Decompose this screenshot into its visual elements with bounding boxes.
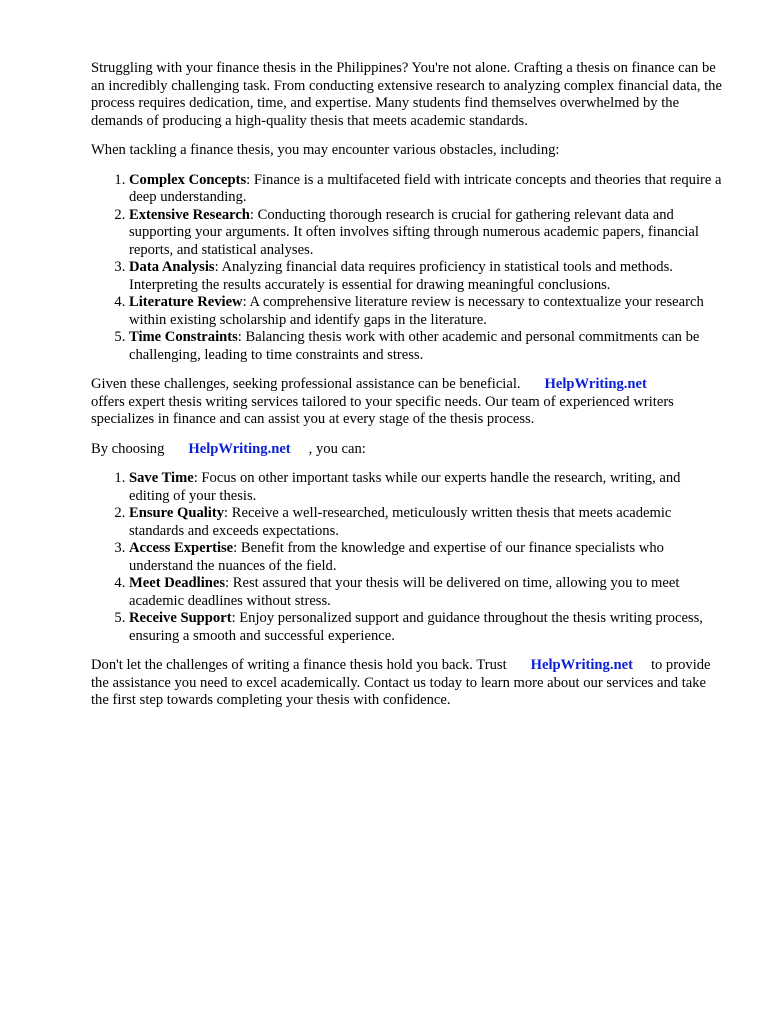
list-item (129, 207, 723, 260)
list-item-text: : Balancing thesis work with other academic and personal commitments can be challenging, leading to time constraints and stress. (129, 329, 700, 363)
list-item-text: : Benefit from the knowledge and expertise of our finance specialists who understand the nuances of the field. (129, 540, 664, 574)
list-item (129, 505, 723, 540)
list-item-term: Save Time (129, 470, 194, 486)
list-item-text: : A comprehensive literature review is necessary to contextualize your research within existing scholarship and identify gaps in the literature. (129, 294, 704, 328)
list-item-term: Extensive Research (129, 206, 250, 223)
closing-text-before: Don't let the challenges of writing a finance thesis hold you back. Trust (91, 657, 507, 673)
list-item (129, 540, 723, 575)
assistance-text-after: offers expert thesis writing services tailored to your specific needs. Our team of experienced writers specializes in finance and can assist you at every stage of the thesis process. (91, 393, 674, 427)
list-item-term: Meet Deadlines (129, 575, 226, 591)
list-item (129, 610, 723, 645)
benefits-lead-before: By choosing (91, 440, 165, 457)
list-item (129, 470, 723, 505)
helpwriting-link[interactable]: HelpWriting.net (188, 440, 291, 457)
helpwriting-link[interactable]: HelpWriting.net (544, 376, 647, 392)
helpwriting-link[interactable]: HelpWriting.net (530, 657, 633, 673)
list-item-text: : Analyzing financial data requires proficiency in statistical tools and methods. Interpreting the results accurately is essential for drawing meaningful conclusions. (129, 259, 673, 293)
assistance-text-before: Given these challenges, seeking professional assistance can be beneficial. (91, 376, 521, 392)
benefits-lead (91, 441, 723, 459)
benefits-lead-after: , you can: (308, 440, 366, 457)
list-item-text: : Conducting thorough research is crucial for gathering relevant data and supporting your arguments. It often involves sifting through numerous academic papers, financial reports, and statistical analyses. (129, 206, 699, 258)
list-item-term: Access Expertise (129, 540, 234, 556)
list-item-term: Receive Support (129, 610, 232, 626)
list-item-text: : Focus on other important tasks while our experts handle the research, writing, and editing of your thesis. (129, 470, 681, 504)
list-item-text: : Receive a well-researched, meticulously written thesis that meets academic standards and exceeds expectations. (129, 505, 672, 539)
benefits-list (91, 470, 723, 645)
obstacles-lead: When tackling a finance thesis, you may encounter various obstacles, including: (91, 142, 560, 158)
list-item-term: Ensure Quality (129, 505, 225, 521)
document-page (91, 60, 723, 722)
list-item-text: : Rest assured that your thesis will be delivered on time, allowing you to meet academic deadlines without stress. (129, 575, 680, 609)
list-item (129, 329, 723, 364)
list-item-term: Data Analysis (129, 259, 215, 275)
list-item-text: : Enjoy personalized support and guidance throughout the thesis writing process, ensuring a smooth and successful experience. (129, 610, 703, 644)
closing-text-after: to provide the assistance you need to excel academically. Contact us today to learn more about our services and take the first step towards completing your thesis with confidence. (91, 657, 711, 708)
list-item (129, 259, 723, 294)
obstacles-list (91, 172, 723, 365)
list-item (129, 294, 723, 329)
list-item (129, 172, 723, 207)
list-item-term: Literature Review (129, 294, 243, 310)
list-item-term: Time Constraints (129, 329, 238, 345)
list-item-term: Complex Concepts (129, 171, 247, 188)
list-item-text: : Finance is a multifaceted field with intricate concepts and theories that require a deep understanding. (129, 171, 722, 205)
list-item (129, 575, 723, 610)
intro-paragraph: Struggling with your finance thesis in the Philippines? You're not alone. Crafting a thesis on finance can be an incredibly challenging task. From conducting extensive research to analyzing complex financial data, the process requires dedication, time, and expertise. Many students find themselves overwhelmed by the demands of producing a high-quality thesis that meets academic standards. (91, 60, 722, 129)
closing-paragraph (91, 657, 723, 710)
assistance-paragraph (91, 376, 723, 429)
